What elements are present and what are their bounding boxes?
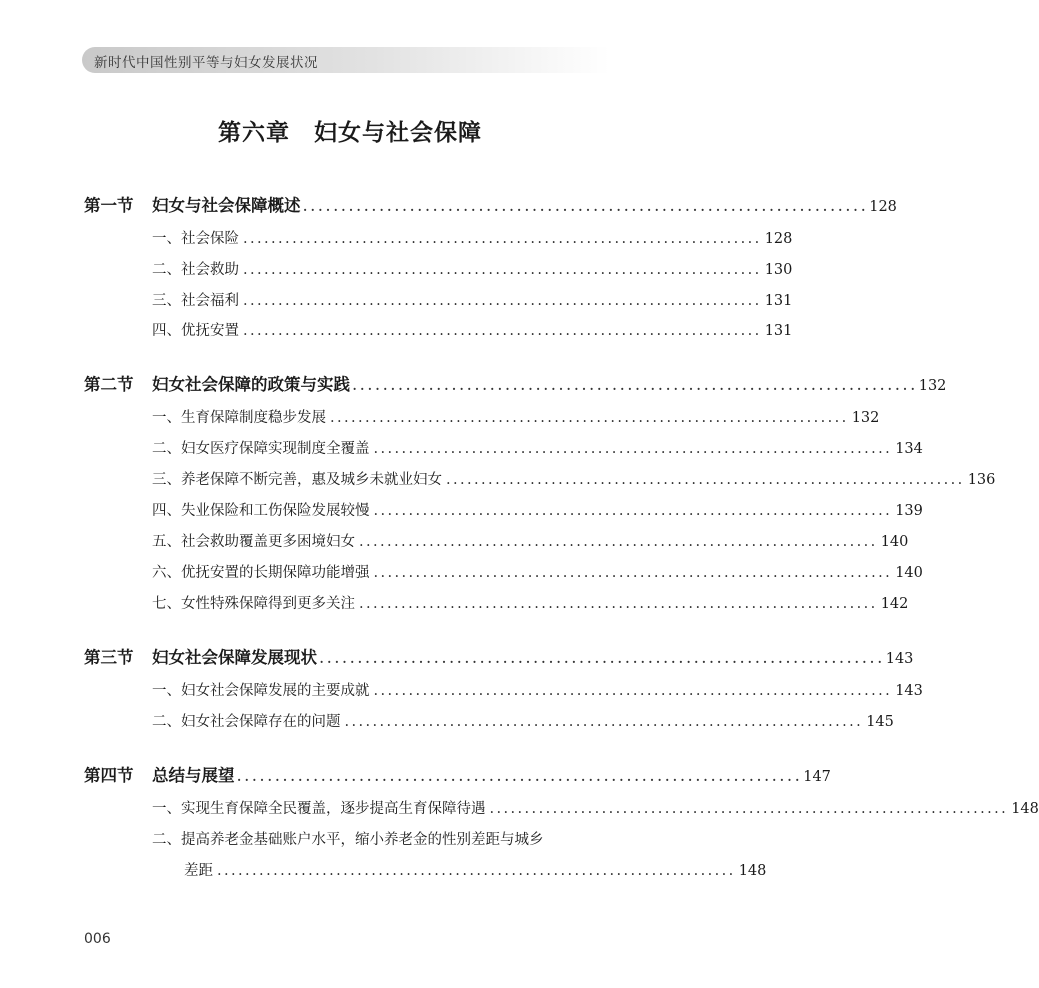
section-title: 妇女与社会保障概述 [152,196,301,215]
dot-leader: .......................................................................... [446,472,965,488]
toc-item[interactable] [152,710,894,731]
dot-leader: .......................................................................... [344,714,864,730]
item-page: 136 [967,472,996,488]
dot-leader: .......................................................................... [217,863,736,879]
item-label: 一、妇女社会保障发展的主要成就 [152,683,370,699]
dot-leader: .......................................................................... [243,262,762,278]
item-page: 148 [738,863,767,879]
item-label: 二、妇女医疗保障实现制度全覆盖 [152,441,370,457]
toc-section[interactable] [84,762,831,786]
item-page: 145 [866,714,894,730]
dot-leader: .......................................................................... [373,565,893,581]
item-page: 134 [895,441,923,457]
toc-item[interactable] [152,828,576,849]
dot-leader: .......................................................................... [359,534,878,550]
item-page: 139 [895,503,923,519]
section-title: 妇女社会保障发展现状 [152,648,317,667]
footer-page-number: 006 [84,931,111,947]
dot-leader: .......................................................................... [373,683,893,699]
dot-leader: .......................................................................... [373,441,893,457]
item-page: 132 [851,410,880,426]
item-label: 三、养老保障不断完善，惠及城乡未就业妇女 [152,472,442,488]
dot-leader: .......................................................................... [373,503,893,519]
section-number: 第四节 [84,766,134,785]
toc-item[interactable] [152,468,996,489]
section-number: 第三节 [84,648,134,667]
section-page: 132 [918,378,947,394]
item-label: 五、社会救助覆盖更多困境妇女 [152,534,355,550]
toc-item[interactable] [152,227,793,248]
toc-item[interactable] [152,592,909,613]
item-page: 148 [1011,801,1039,817]
dot-leader: .......................................................................... [243,293,762,309]
section-page: 143 [885,651,914,667]
section-page: 147 [803,769,831,785]
toc-item[interactable] [152,437,923,458]
toc-item[interactable] [152,530,909,551]
toc-section[interactable] [84,192,897,216]
running-header-title: 新时代中国性别平等与妇女发展状况 [94,55,318,71]
section-page: 128 [869,199,897,215]
item-page: 142 [880,596,909,612]
dot-leader: .......................................................................... [302,196,869,215]
item-page: 140 [895,565,923,581]
toc-item[interactable] [152,289,793,310]
item-page: 143 [895,683,923,699]
item-label: 一、生育保障制度稳步发展 [152,410,326,426]
section-number: 第二节 [84,375,134,394]
item-page: 140 [880,534,909,550]
section-number: 第一节 [84,196,134,215]
item-label: 二、社会救助 [152,262,239,278]
item-page: 131 [764,323,793,339]
toc-item[interactable] [152,406,880,427]
item-label: 一、实现生育保障全民覆盖，逐步提高生育保障待遇 [152,801,486,817]
item-label: 二、妇女社会保障存在的问题 [152,714,341,730]
dot-leader: .......................................................................... [319,648,885,667]
chapter-title: 第六章 妇女与社会保障 [218,119,482,146]
item-label: 四、优抚安置 [152,323,239,339]
toc-item[interactable] [152,679,923,700]
toc-section[interactable] [84,371,947,395]
item-label: 四、失业保险和工伤保险发展较慢 [152,503,370,519]
dot-leader: .......................................................................... [352,375,918,394]
toc-item[interactable] [152,499,923,520]
item-label-continuation: 差距 [184,863,213,879]
toc-item[interactable] [152,319,793,340]
toc-item[interactable] [152,258,793,279]
item-label: 三、社会福利 [152,293,239,309]
item-label: 七、女性特殊保障得到更多关注 [152,596,355,612]
toc-item-continuation[interactable] [184,859,767,880]
section-title: 总结与展望 [152,766,235,785]
dot-leader: .......................................................................... [359,596,878,612]
item-page: 128 [764,231,793,247]
dot-leader: .......................................................................... [489,801,1009,817]
toc-section[interactable] [84,644,914,668]
section-title: 妇女社会保障的政策与实践 [152,375,350,394]
toc-item[interactable] [152,797,1039,818]
dot-leader: .......................................................................... [236,766,803,785]
item-label: 六、优抚安置的长期保障功能增强 [152,565,370,581]
item-label: 二、提高养老金基础账户水平，缩小养老金的性别差距与城乡 [152,832,544,848]
toc-item[interactable] [152,561,923,582]
item-label: 一、社会保险 [152,231,239,247]
dot-leader: .......................................................................... [243,323,762,339]
dot-leader: .......................................................................... [330,410,849,426]
item-page: 130 [764,262,793,278]
item-page: 131 [764,293,793,309]
dot-leader: .......................................................................... [243,231,762,247]
